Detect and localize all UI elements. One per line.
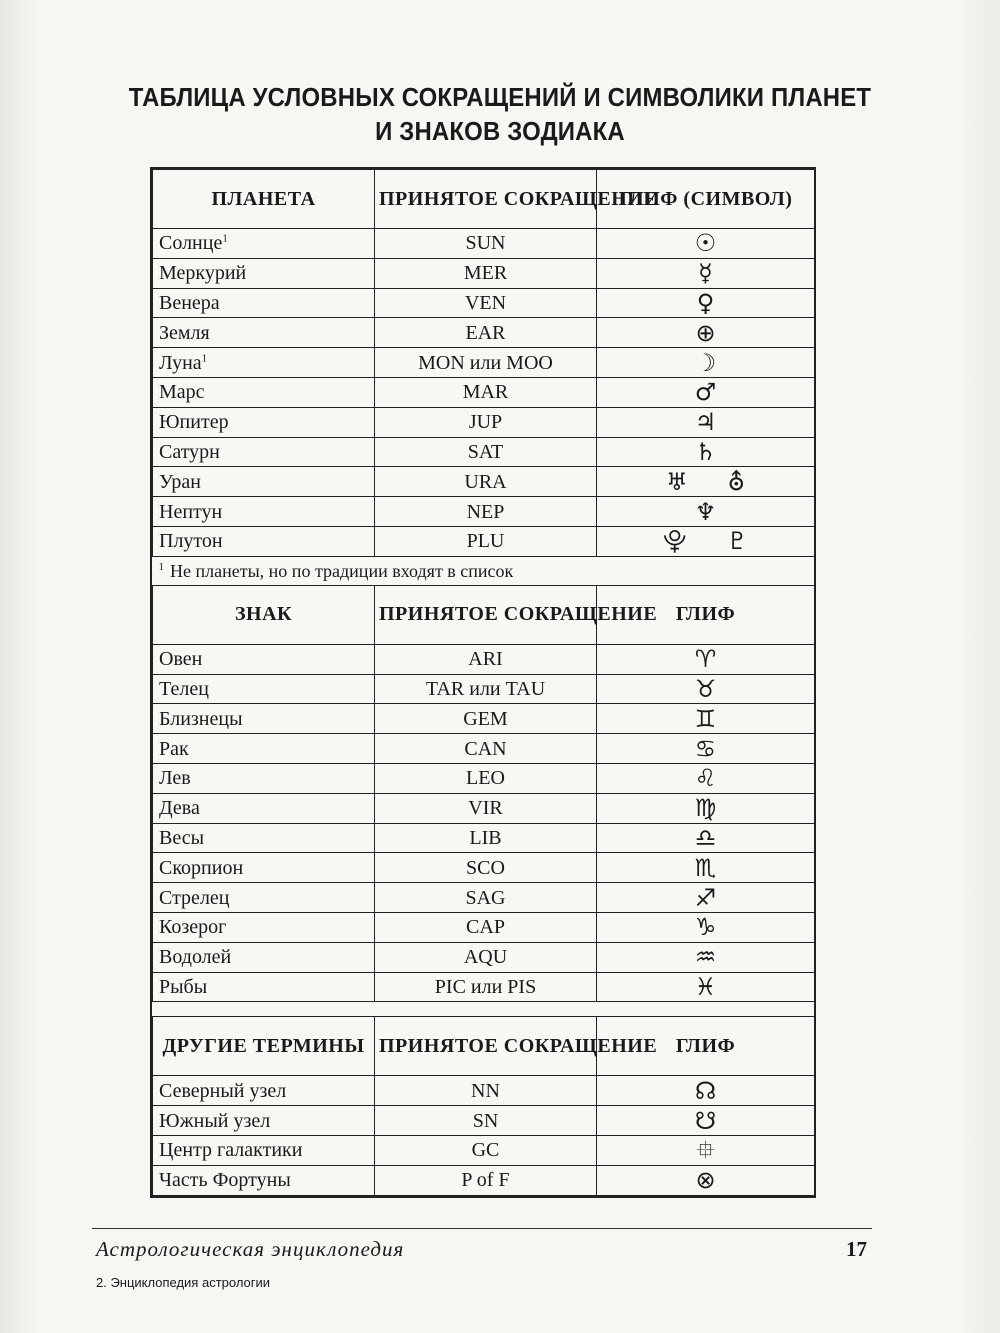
table-row — [153, 853, 815, 883]
sign-name: Лев — [159, 767, 191, 790]
sign-glyph-cell — [597, 912, 815, 942]
other-glyph-cell — [597, 1106, 815, 1136]
planet-name-cell — [153, 437, 375, 467]
planet-abbreviation: URA — [375, 467, 597, 497]
footnote-marker: 1 — [222, 232, 228, 245]
planet-abbreviation: MON или MOO — [375, 348, 597, 378]
sign-glyph-cell — [597, 793, 815, 823]
planet-glyph-icon: ☽ — [694, 348, 717, 377]
sign-name-cell — [153, 853, 375, 883]
table-row — [153, 763, 815, 793]
footnote-marker: 1 — [158, 560, 164, 573]
sign-name: Водолей — [159, 946, 232, 969]
sign-name: Весы — [159, 826, 205, 849]
planet-abbreviation: EAR — [375, 318, 597, 348]
other-glyph-cell — [597, 1165, 815, 1195]
section-gap-cell — [153, 1002, 815, 1017]
sign-header-abbr: ПРИНЯТОЕ СОКРАЩЕНИЕ — [375, 585, 597, 644]
planet-glyph-cell — [597, 229, 815, 259]
planet-header-name: ПЛАНЕТА — [153, 170, 375, 229]
planet-glyph-icon: ♀ — [696, 288, 715, 317]
planet-name: Плутон — [159, 530, 223, 553]
footnote-row — [153, 556, 815, 585]
sign-name-cell — [153, 704, 375, 734]
planet-name-cell — [153, 497, 375, 527]
planet-name-cell — [153, 229, 375, 259]
other-name: Часть Фортуны — [159, 1169, 291, 1192]
table-row — [153, 1135, 815, 1165]
sign-abbreviation: VIR — [375, 793, 597, 823]
sign-name: Рак — [159, 737, 189, 760]
printer-signature: 2. Энциклопедия астрологии — [96, 1275, 271, 1290]
planet-glyph-icon: ⯓ — [663, 527, 687, 556]
table-row — [153, 1076, 815, 1106]
title-line-2: И ЗНАКОВ ЗОДИАКА — [375, 116, 625, 146]
symbols-table — [150, 167, 816, 1198]
sign-abbreviation: AQU — [375, 942, 597, 972]
sign-abbreviation: TAR или TAU — [375, 674, 597, 704]
planet-glyph-cell — [597, 348, 815, 378]
sign-glyph-icon: ♊ — [694, 704, 717, 733]
planet-abbreviation: NEP — [375, 497, 597, 527]
planet-name: Луна — [159, 351, 202, 374]
planet-abbreviation: MAR — [375, 377, 597, 407]
planet-name-cell — [153, 407, 375, 437]
table-row — [153, 288, 815, 318]
planet-glyph-icon: ⊕ — [695, 318, 716, 347]
planet-glyph-cell — [597, 467, 815, 497]
sign-abbreviation: LIB — [375, 823, 597, 853]
sign-glyph-icon: ♏ — [694, 853, 717, 882]
planet-name: Юпитер — [159, 411, 229, 434]
footnote-marker: 1 — [201, 351, 208, 364]
planet-glyph-icon: ☉ — [694, 229, 717, 258]
footer-rule — [92, 1228, 872, 1229]
other-name-cell — [153, 1106, 375, 1136]
sign-abbreviation: SAG — [375, 883, 597, 913]
planet-alt-glyph-icon: ⛢ — [727, 467, 746, 496]
sign-glyph-icon: ♈ — [694, 645, 717, 674]
planet-name-cell — [153, 377, 375, 407]
sign-glyph-cell — [597, 853, 815, 883]
sign-name: Близнецы — [159, 707, 243, 730]
sign-glyph-cell — [597, 704, 815, 734]
other-header-row — [153, 1017, 815, 1076]
table-row — [153, 1106, 815, 1136]
other-abbreviation: P of F — [375, 1165, 597, 1195]
other-name: Центр галактики — [159, 1139, 303, 1162]
other-name: Северный узел — [159, 1079, 287, 1102]
sign-glyph-cell — [597, 734, 815, 764]
planet-glyph-cell — [597, 407, 815, 437]
sign-name: Скорпион — [159, 856, 244, 879]
table-row — [153, 823, 815, 853]
title-line-1: ТАБЛИЦА УСЛОВНЫХ СОКРАЩЕНИЙ И СИМВОЛИКИ ПЛАНЕТ — [128, 82, 872, 112]
sign-glyph-icon: ♓ — [694, 972, 717, 1001]
planet-alt-glyph-icon: ♇ — [726, 527, 748, 556]
planet-abbreviation: VEN — [375, 288, 597, 318]
other-abbreviation: NN — [375, 1076, 597, 1106]
table-row — [153, 644, 815, 674]
planet-glyph-icon: ♃ — [694, 408, 717, 437]
sign-name: Телец — [159, 677, 209, 700]
sign-abbreviation: CAN — [375, 734, 597, 764]
planet-header-abbr: ПРИНЯТОЕ СОКРАЩЕНИЕ — [375, 170, 597, 229]
sign-glyph-cell — [597, 972, 815, 1002]
sign-glyph-icon: ♉ — [694, 674, 717, 703]
planet-name-cell — [153, 258, 375, 288]
planet-name: Меркурий — [159, 262, 247, 285]
table-row — [153, 229, 815, 259]
planet-glyph-cell — [597, 318, 815, 348]
sign-glyph-cell — [597, 942, 815, 972]
sign-abbreviation: ARI — [375, 644, 597, 674]
sign-glyph-cell — [597, 644, 815, 674]
sign-abbreviation: LEO — [375, 763, 597, 793]
page-number: 17 — [846, 1237, 867, 1261]
planet-glyph-icon: ♂ — [694, 378, 717, 407]
planet-glyph-cell — [597, 288, 815, 318]
other-glyph-cell — [597, 1076, 815, 1106]
sign-name: Рыбы — [159, 975, 208, 998]
sign-name-cell — [153, 644, 375, 674]
sign-name-cell — [153, 942, 375, 972]
sign-name-cell — [153, 763, 375, 793]
table-row — [153, 942, 815, 972]
sign-name: Козерог — [159, 916, 227, 939]
table-row — [153, 912, 815, 942]
planet-name: Солнце — [159, 232, 223, 255]
planet-abbreviation: MER — [375, 258, 597, 288]
table-row — [153, 377, 815, 407]
planet-glyph-icon: ♄ — [694, 437, 717, 466]
sign-header-name: ЗНАК — [153, 585, 375, 644]
table-row — [153, 972, 815, 1002]
sign-name-cell — [153, 972, 375, 1002]
planet-name: Сатурн — [159, 440, 220, 463]
other-glyph-icon: ⯐ — [696, 1136, 715, 1165]
other-header-glyph: ГЛИФ — [597, 1017, 815, 1076]
table-row — [153, 674, 815, 704]
other-glyph-cell — [597, 1135, 815, 1165]
table-row — [153, 734, 815, 764]
planet-glyph-icon: ♆ — [694, 497, 717, 526]
table-row — [153, 318, 815, 348]
other-abbreviation: SN — [375, 1106, 597, 1136]
table-row — [153, 348, 815, 378]
sign-glyph-icon: ♍ — [694, 794, 717, 823]
planet-abbreviation: SAT — [375, 437, 597, 467]
table-row — [153, 497, 815, 527]
planet-abbreviation: SUN — [375, 229, 597, 259]
planet-glyph-cell — [597, 377, 815, 407]
planet-glyph-cell — [597, 258, 815, 288]
planet-abbreviation: PLU — [375, 526, 597, 556]
planet-abbreviation: JUP — [375, 407, 597, 437]
other-name: Южный узел — [159, 1109, 271, 1132]
table-row — [153, 793, 815, 823]
sign-name: Дева — [159, 797, 200, 820]
planet-name: Марс — [159, 381, 205, 404]
planet-header-glyph: ГЛИФ (СИМВОЛ) — [597, 170, 815, 229]
planet-name: Венера — [159, 291, 220, 314]
other-header-abbr: ПРИНЯТОЕ СОКРАЩЕНИЕ — [375, 1017, 597, 1076]
sign-glyph-icon: ♐ — [694, 883, 717, 912]
section-gap — [153, 1002, 815, 1017]
sign-glyph-icon: ♌ — [694, 764, 717, 793]
sign-header-glyph: ГЛИФ — [597, 585, 815, 644]
sign-name: Овен — [159, 648, 203, 671]
planet-glyph-cell — [597, 497, 815, 527]
sign-glyph-icon: ♋ — [694, 734, 717, 763]
sign-name-cell — [153, 823, 375, 853]
sign-header-row — [153, 585, 815, 644]
footnote-text: Не планеты, но по традиции входят в список — [170, 560, 514, 581]
table-row — [153, 258, 815, 288]
sign-name: Стрелец — [159, 886, 230, 909]
table-row — [153, 437, 815, 467]
other-glyph-icon: ⊗ — [695, 1166, 716, 1195]
table-row — [153, 883, 815, 913]
planet-name-cell — [153, 526, 375, 556]
sign-glyph-cell — [597, 674, 815, 704]
sign-glyph-cell — [597, 823, 815, 853]
sign-glyph-icon: ♒ — [694, 943, 717, 972]
planet-name: Земля — [159, 321, 210, 344]
sign-glyph-cell — [597, 883, 815, 913]
sign-glyph-icon: ♎ — [694, 823, 717, 852]
planet-glyph-icon: ♅ — [665, 467, 688, 496]
other-glyph-icon: ☋ — [694, 1106, 717, 1135]
planet-name-cell — [153, 348, 375, 378]
planet-name-cell — [153, 467, 375, 497]
planet-glyph-cell — [597, 526, 815, 556]
sign-name-cell — [153, 674, 375, 704]
table-row — [153, 407, 815, 437]
sign-abbreviation: PIC или PIS — [375, 972, 597, 1002]
table-row — [153, 526, 815, 556]
planet-name: Уран — [159, 470, 201, 493]
planet-name-cell — [153, 288, 375, 318]
sign-name-cell — [153, 734, 375, 764]
table-row — [153, 1165, 815, 1195]
table-row — [153, 467, 815, 497]
table-row — [153, 704, 815, 734]
footnote — [153, 556, 815, 585]
sign-abbreviation: CAP — [375, 912, 597, 942]
sign-name-cell — [153, 793, 375, 823]
sign-glyph-icon: ♑ — [694, 913, 717, 942]
planet-glyph-icon: ☿ — [698, 259, 713, 288]
other-name-cell — [153, 1135, 375, 1165]
footer-book-title: Астрологическая энциклопедия — [96, 1237, 405, 1261]
other-name-cell — [153, 1076, 375, 1106]
sign-abbreviation: GEM — [375, 704, 597, 734]
sign-name-cell — [153, 912, 375, 942]
sign-glyph-cell — [597, 763, 815, 793]
page-title — [104, 80, 895, 148]
other-header-name: ДРУГИЕ ТЕРМИНЫ — [153, 1017, 375, 1076]
planet-name: Нептун — [159, 500, 223, 523]
other-name-cell — [153, 1165, 375, 1195]
other-abbreviation: GC — [375, 1135, 597, 1165]
planet-glyph-cell — [597, 437, 815, 467]
sign-name-cell — [153, 883, 375, 913]
other-glyph-icon: ☊ — [694, 1076, 717, 1105]
sign-abbreviation: SCO — [375, 853, 597, 883]
planet-header-row — [153, 170, 815, 229]
planet-name-cell — [153, 318, 375, 348]
